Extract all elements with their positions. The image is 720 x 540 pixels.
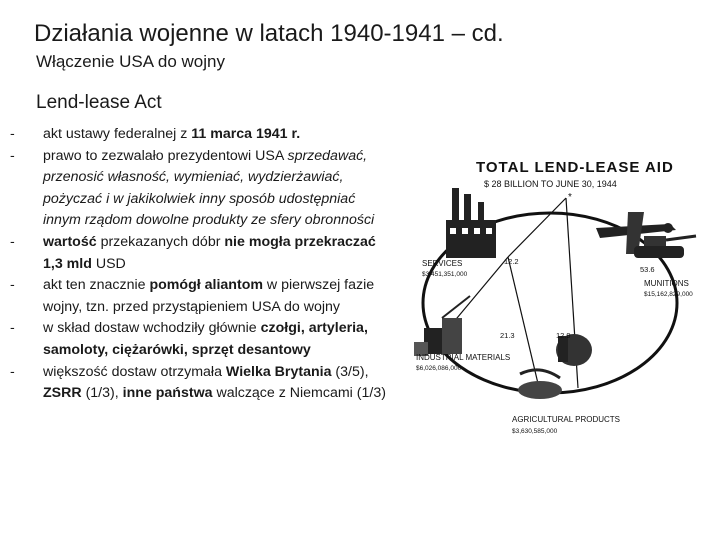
bullet-text-run: (1/3),	[81, 385, 123, 402]
segment-services	[422, 257, 519, 278]
bullet-text-run: w skład dostaw wchodziły głównie	[43, 320, 261, 337]
bullet-text	[43, 275, 390, 318]
bullet-text-run: akt ustawy federalnej z	[43, 126, 192, 142]
bullet-text	[43, 318, 390, 361]
bullet-dash: -	[10, 277, 15, 294]
bullet-text	[43, 124, 390, 146]
lend-lease-aid-illustration	[400, 128, 700, 448]
bullet-list	[10, 124, 390, 405]
segment-label: INDUSTRIAL MATERIALS	[416, 353, 511, 362]
bullet-text-run: inne państwa	[122, 385, 213, 402]
bullet-item	[10, 318, 390, 361]
page-title: Działania wojenne w latach 1940-1941 – cd.	[34, 20, 504, 47]
bullet-dash: -	[10, 320, 15, 337]
page-subtitle: Włączenie USA do wojny	[36, 52, 225, 71]
segment-amount: $3,451,351,000	[422, 271, 468, 278]
segment-amount: $6,026,086,000	[416, 365, 462, 372]
bullet-text-run: w pierwszej fazie wojny, tzn. przed przystąpieniem USA do wojny	[43, 277, 375, 315]
bullet-item	[10, 124, 390, 146]
bullet-dash: -	[10, 147, 15, 164]
bullet-text-run: nie mogła przekraczać 1,3 mld	[43, 233, 376, 272]
bullet-text	[43, 146, 390, 232]
bullet-text-run: czołgi, artyleria, samoloty, ciężarówki, sprzęt desantowy	[43, 320, 368, 358]
bullet-text-run: akt ten znacznie	[43, 277, 150, 294]
illustration-subtitle: $ 28 BILLION TO JUNE 30, 1944	[484, 179, 617, 189]
tank-icon	[634, 236, 696, 258]
illustration-title: TOTAL LEND-LEASE AID	[476, 159, 674, 176]
segment-label: SERVICES	[422, 259, 463, 268]
star-mark: *	[568, 192, 572, 203]
bullet-text-run: USD	[91, 255, 126, 272]
factory-icon	[446, 188, 496, 258]
segment-percent: 21.3	[500, 331, 515, 340]
divider-line	[508, 198, 566, 257]
bullet-text	[43, 232, 390, 275]
bullet-dash: -	[10, 233, 15, 250]
bullet-item	[10, 362, 390, 405]
bullet-text-run: walczące z Niemcami (1/3)	[212, 385, 386, 402]
segment-label: AGRICULTURAL PRODUCTS	[512, 415, 621, 424]
bullet-dash: -	[10, 363, 15, 380]
segment-percent: 53.6	[640, 265, 655, 274]
bullet-text-run: wartość	[43, 233, 97, 250]
section-heading: Lend-lease Act	[36, 92, 162, 113]
segment-amount: $15,162,829,000	[644, 291, 693, 298]
segment-percent: 12.2	[504, 257, 519, 266]
bullet-text-run: 11 marca 1941 r.	[191, 126, 301, 142]
bullet-text-run: przekazanych dóbr	[96, 233, 225, 250]
bullet-text-run: prawo to zezwalało prezydentowi USA	[43, 147, 288, 164]
bullet-text-run: sprzedawać, przenosić własność, wymieniać, wydzierżawiać, pożyczać i w jakikolwiek inny sposób udostępniać innym rządom dowolne produkty ze sfery obronności	[43, 147, 375, 229]
bullet-text-run: ZSRR	[43, 385, 82, 402]
segment-label: MUNITIONS	[644, 279, 689, 288]
bullet-text-run: (3/5),	[331, 363, 369, 380]
bullet-dash: -	[10, 126, 15, 142]
segment-amount: $3,630,585,000	[512, 428, 558, 435]
bullet-item	[10, 275, 390, 318]
bullet-text-run: pomógł aliantom	[149, 277, 263, 294]
bullet-text-run: Wielka Brytania	[225, 363, 332, 380]
bullet-text	[43, 362, 390, 405]
bullet-item	[10, 232, 390, 275]
segment-percent: 12.9	[556, 331, 571, 340]
bullet-item	[10, 146, 390, 232]
bullet-text-run: większość dostaw otrzymała	[43, 363, 226, 380]
